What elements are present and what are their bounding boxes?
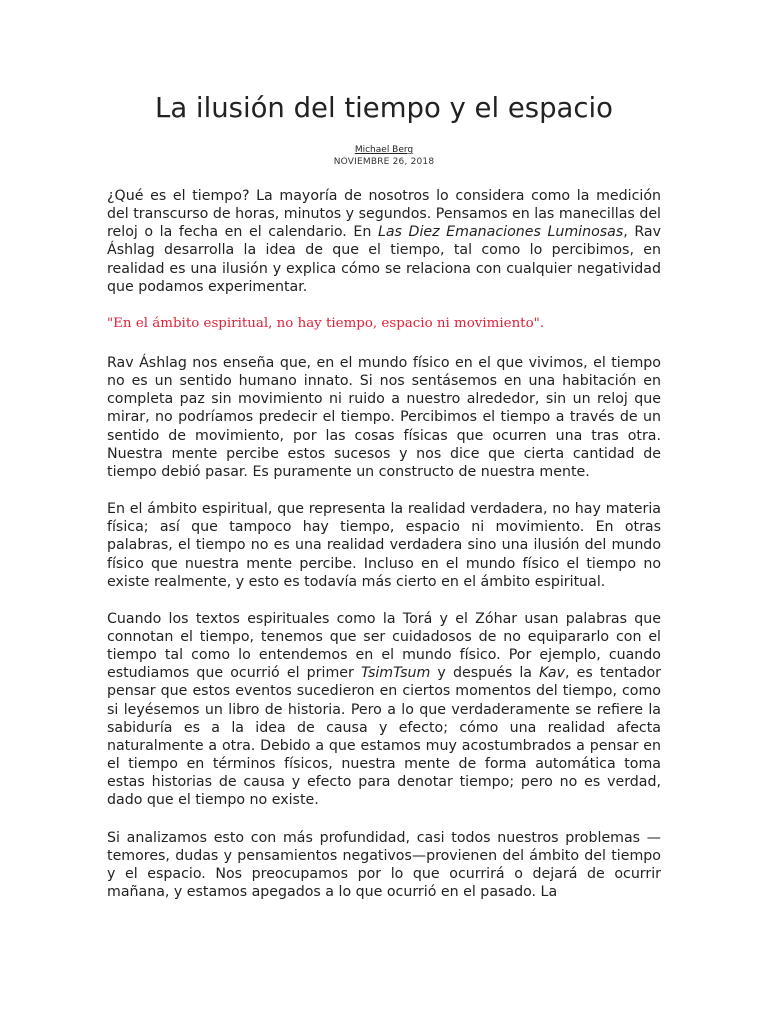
tsimtsum-emphasis: TsimTsum (360, 665, 431, 682)
paragraph-1-text-a: ¿Qué es el tiempo? La mayoría de nosotros lo considera como la medición del transcurso de horas, minutos y segundos. Pensamos en las manecillas del reloj o la fecha en el calendario. En (107, 188, 661, 241)
paragraph-1-text-c: , Rav Áshlag desarrolla la idea de que el tiempo, tal como lo percibimos, en realidad es una ilusión y explica cómo se relaciona con cualquier negatividad que podamos experimentar. (107, 224, 661, 295)
publish-date: NOVIEMBRE 26, 2018 (333, 157, 435, 167)
author-link[interactable]: Michael Berg (354, 145, 414, 155)
paragraph-5: Si analizamos esto con más profundidad, casi todos nuestros problemas —temores, dudas y pensamientos negativos—provienen del ámbito del tiempo y el espacio. Nos preocupamos por lo que ocurrirá o dejará de ocurrir mañana, y estamos apegados a lo que ocurrió en el pasado. La (107, 829, 661, 900)
article-body (107, 187, 661, 920)
paragraph-2: Rav Áshlag nos enseña que, en el mundo físico en el que vivimos, el tiempo no es un sentido humano innato. Si nos sentásemos en una habitación en completa paz sin movimiento ni ruido a nuestro alrededor, sin un reloj que mirar, no podríamos predecir el tiempo. Percibimos el tiempo a través de un sentido de movimiento, por las cosas físicas que ocurren una tras otra. Nuestra mente percibe estos sucesos y nos dice que cierta cantidad de tiempo debió pasar. Es puramente un constructo de nuestra mente. (107, 354, 661, 480)
paragraph-1 (107, 187, 661, 296)
paragraph-4-text-a: Cuando los textos espirituales como la Torá y el Zóhar usan palabras que connotan el tiempo, tenemos que ser cuidadosos de no equipararlo con el tiempo tal como lo entendemos en el mundo físico. Por ejemplo, cuando estudiamos que ocurrió el primer (107, 610, 661, 682)
paragraph-4 (107, 610, 661, 810)
article-title: La ilusión del tiempo y el espacio (155, 92, 613, 124)
author-line (107, 144, 661, 156)
paragraph-4-text-c: y después la (430, 665, 540, 682)
paragraph-4-text-e: , es tentador pensar que estos eventos sucedieron en ciertos momentos del tiempo, como si leyésemos un libro de historia. Pero a lo que verdaderamente se refiere la sabiduría es a la idea de causa y efecto; cómo una realidad afecta naturalmente a otra. Debido a que estamos muy acostumbrados a pensar en el tiempo en términos físicos, nuestra mente de forma automática toma estas historias de causa y efecto para denotar tiempo; pero no es verdad, dado que el tiempo no existe. (107, 665, 661, 809)
paragraph-3: En el ámbito espiritual, que representa la realidad verdadera, no hay materia física; así que tampoco hay tiempo, espacio ni movimiento. En otras palabras, el tiempo no es una realidad verdadera sino una ilusión del mundo físico que nuestra mente percibe. Incluso en el mundo físico el tiempo no existe realmente, y esto es todavía más cierto en el ámbito espiritual. (107, 501, 661, 590)
pull-quote: "En el ámbito espiritual, no hay tiempo, espacio ni movimiento". (107, 315, 545, 331)
book-title-emphasis: Las Diez Emanaciones Luminosas (377, 224, 624, 241)
kav-emphasis: Kav (539, 665, 566, 682)
